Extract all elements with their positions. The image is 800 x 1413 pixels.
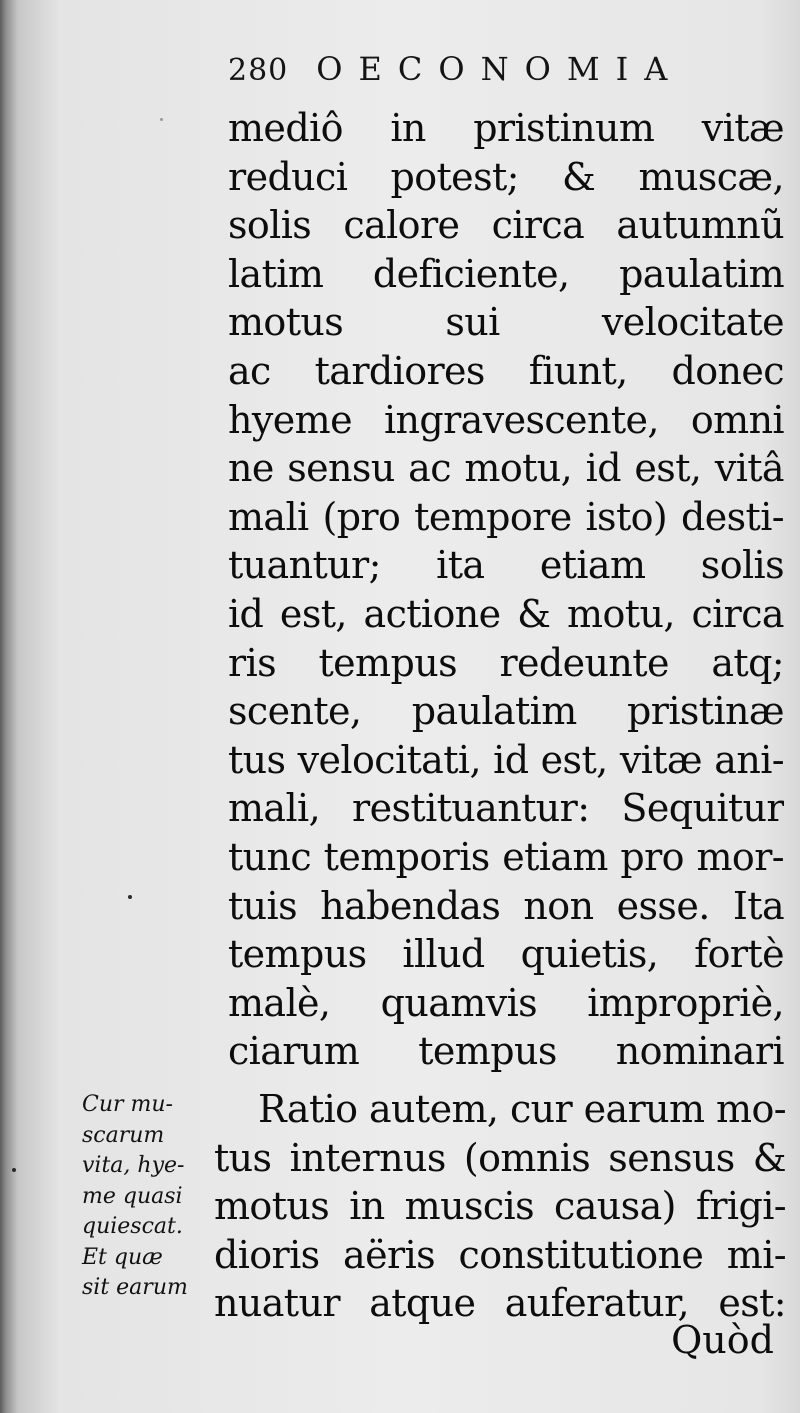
text-line: mediô in pristinum vitæ	[228, 106, 784, 150]
text-line: motus in muscis causa) frigi-	[214, 1184, 786, 1228]
text-line: Ratio autem, cur earum mo-	[258, 1087, 786, 1131]
second-paragraph	[214, 1085, 786, 1328]
text-line: motus sui velocitate	[228, 300, 784, 345]
marginal-note	[82, 1090, 210, 1304]
text-line: tus internus (omnis sensus &	[214, 1135, 786, 1180]
marginal-note-line: me quasi	[82, 1183, 183, 1209]
text-line: nuatur atque auferatur, est:	[214, 1281, 786, 1325]
marginal-note-line: quiescat.	[82, 1214, 183, 1239]
text-line: dioris aëris constitutione mi-	[214, 1232, 786, 1277]
marginal-note-line: vita, hye-	[82, 1153, 185, 1178]
ink-speck	[128, 895, 132, 899]
catchword: Quòd	[671, 1318, 774, 1362]
text-line: mali (pro tempore isto) desti-	[228, 494, 784, 539]
marginal-note-line: scarum	[82, 1122, 165, 1148]
text-line: mali, restituantur: Sequitur	[228, 786, 784, 831]
text-line: latim deficiente, paulatim	[228, 251, 784, 296]
text-line: tempus illud quietis, fortè	[228, 932, 784, 977]
ink-speck	[12, 1168, 16, 1172]
text-line: hyeme ingravescente, omni	[228, 397, 784, 442]
page-header	[228, 50, 788, 100]
main-paragraph	[228, 104, 784, 1076]
text-line: ac tardiores fiunt, donec	[228, 348, 784, 393]
text-line: ciarum tempus nominari	[228, 1029, 784, 1074]
text-line: tus velocitati, id est, vitæ ani-	[228, 737, 784, 782]
text-line: tuis habendas non esse. Ita	[228, 883, 784, 928]
ink-speck	[160, 118, 163, 121]
text-line: malè, quamvis impropriè,	[228, 980, 784, 1025]
marginal-note-line: Cur mu-	[82, 1092, 173, 1117]
running-title: OECONOMIA	[316, 50, 684, 88]
text-line: scente, paulatim pristinæ	[228, 689, 784, 734]
text-line: ne sensu ac motu, id est, vitâ	[228, 446, 784, 491]
text-line: id est, actione & motu, circa	[228, 591, 784, 636]
text-line: tuantur; ita etiam solis	[228, 543, 784, 588]
text-line: reduci potest; & muscæ,	[228, 154, 784, 199]
text-line: solis calore circa autumnũ	[228, 203, 784, 248]
page-number: 280	[228, 53, 289, 88]
text-line: tunc temporis etiam pro mor-	[228, 834, 784, 879]
marginal-note-line: sit earum	[82, 1275, 188, 1300]
marginal-note-line: Et quæ	[82, 1244, 163, 1270]
text-line: ris tempus redeunte atq;	[228, 640, 784, 685]
